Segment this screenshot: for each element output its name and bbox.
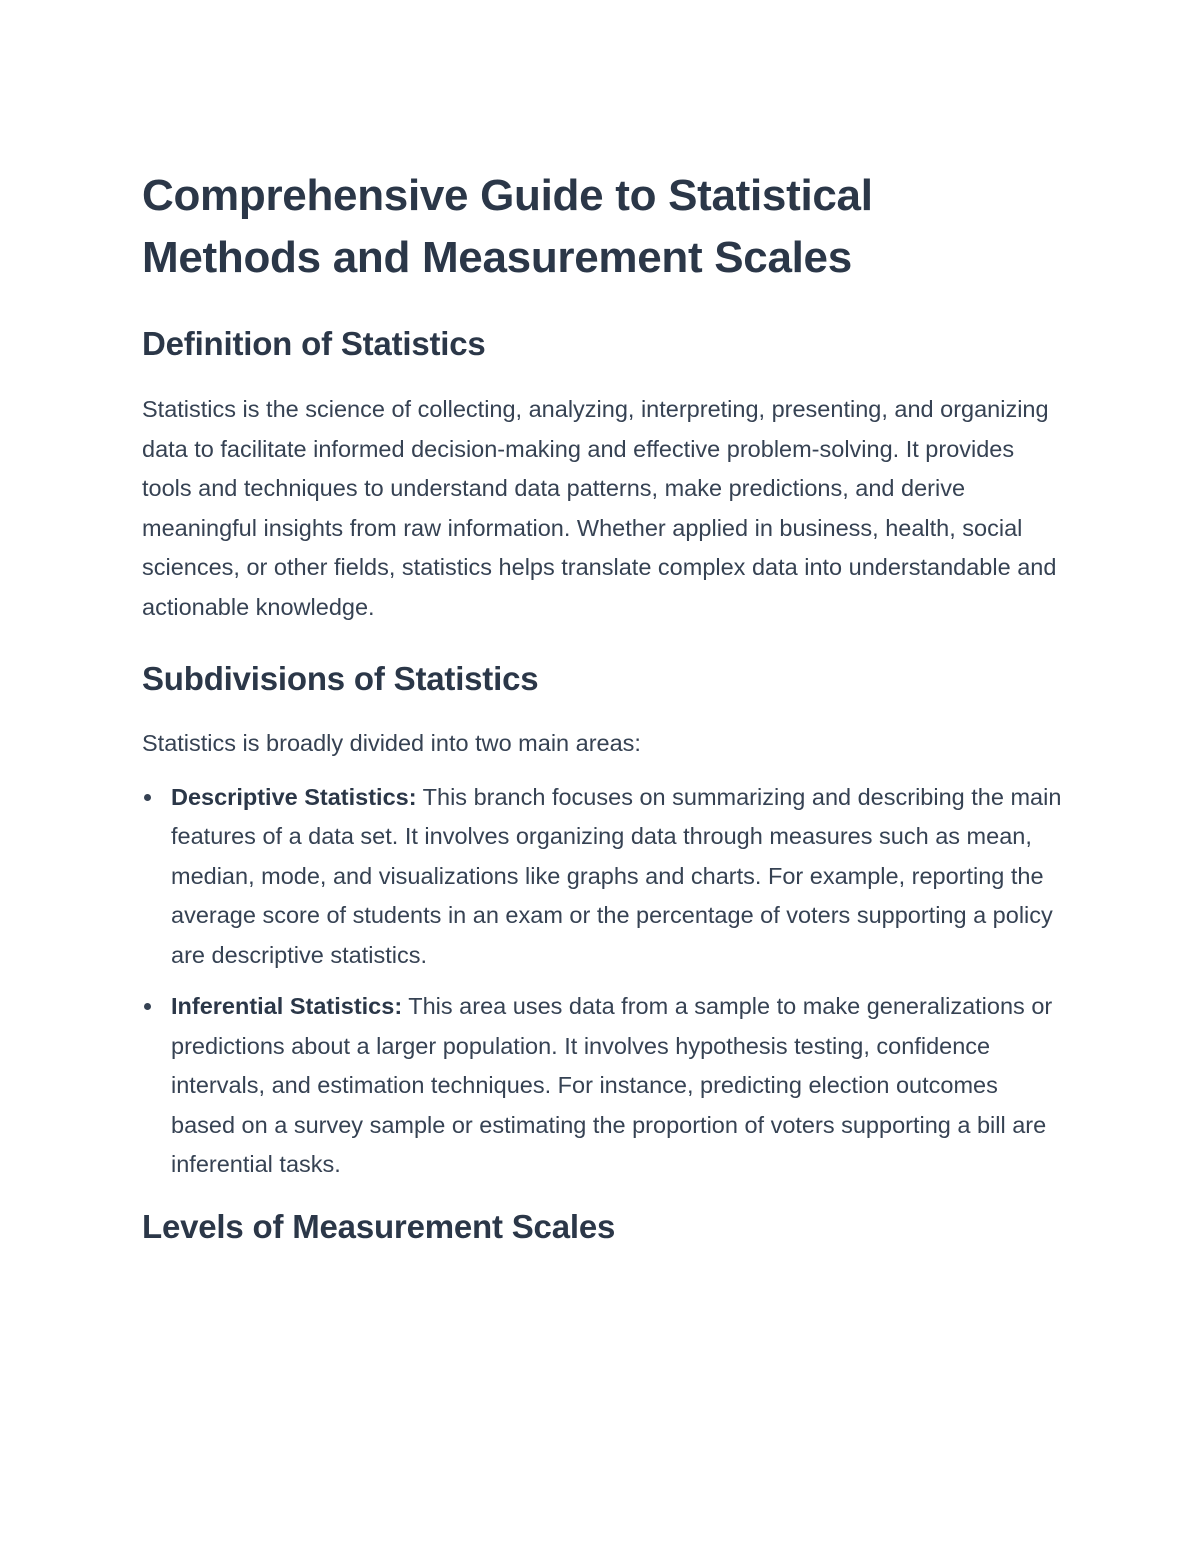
document-page [142, 165, 1062, 1249]
list-item-text: This branch focuses on summarizing and describing the main features of a data set. It involves organizing data through measures such as mean, median, mode, and visualizations like graphs and charts. For example, reporting the average score of students in an exam or the percentage of voters supporting a policy are descriptive statistics. [171, 783, 1062, 968]
bullet-icon [144, 1003, 151, 1010]
list-item-text: This area uses data from a sample to make generalizations or predictions about a larger population. It involves hypothesis testing, confidence intervals, and estimation techniques. For instance, predicting election outcomes based on a survey sample or estimating the proportion of voters supporting a bill are inferential tasks. [171, 993, 1053, 1177]
list-item-term: Descriptive Statistics: [171, 783, 417, 810]
section-heading-subdivisions: Subdivisions of Statistics [142, 660, 539, 697]
section-heading-levels: Levels of Measurement Scales [142, 1207, 616, 1245]
subdivisions-list [142, 778, 1062, 1185]
bullet-icon [144, 794, 151, 801]
page-title: Comprehensive Guide to Statistical Methods and Measurement Scales [142, 171, 873, 282]
definition-paragraph: Statistics is the science of collecting, analyzing, interpreting, presenting, and organizing data to facilitate informed decision-making and effective problem-solving. It provides tools and techniques to understand data patterns, make predictions, and derive meaningful insights from raw information. Whether applied in business, health, social sciences, or other fields, statistics helps translate complex data into understandable and actionable knowledge. [142, 396, 1057, 620]
subdivisions-intro: Statistics is broadly divided into two main areas: [142, 730, 641, 756]
section-heading-definition: Definition of Statistics [142, 325, 486, 362]
list-item [142, 778, 1062, 976]
list-item-term: Inferential Statistics: [171, 993, 403, 1019]
list-item [142, 987, 1062, 1185]
